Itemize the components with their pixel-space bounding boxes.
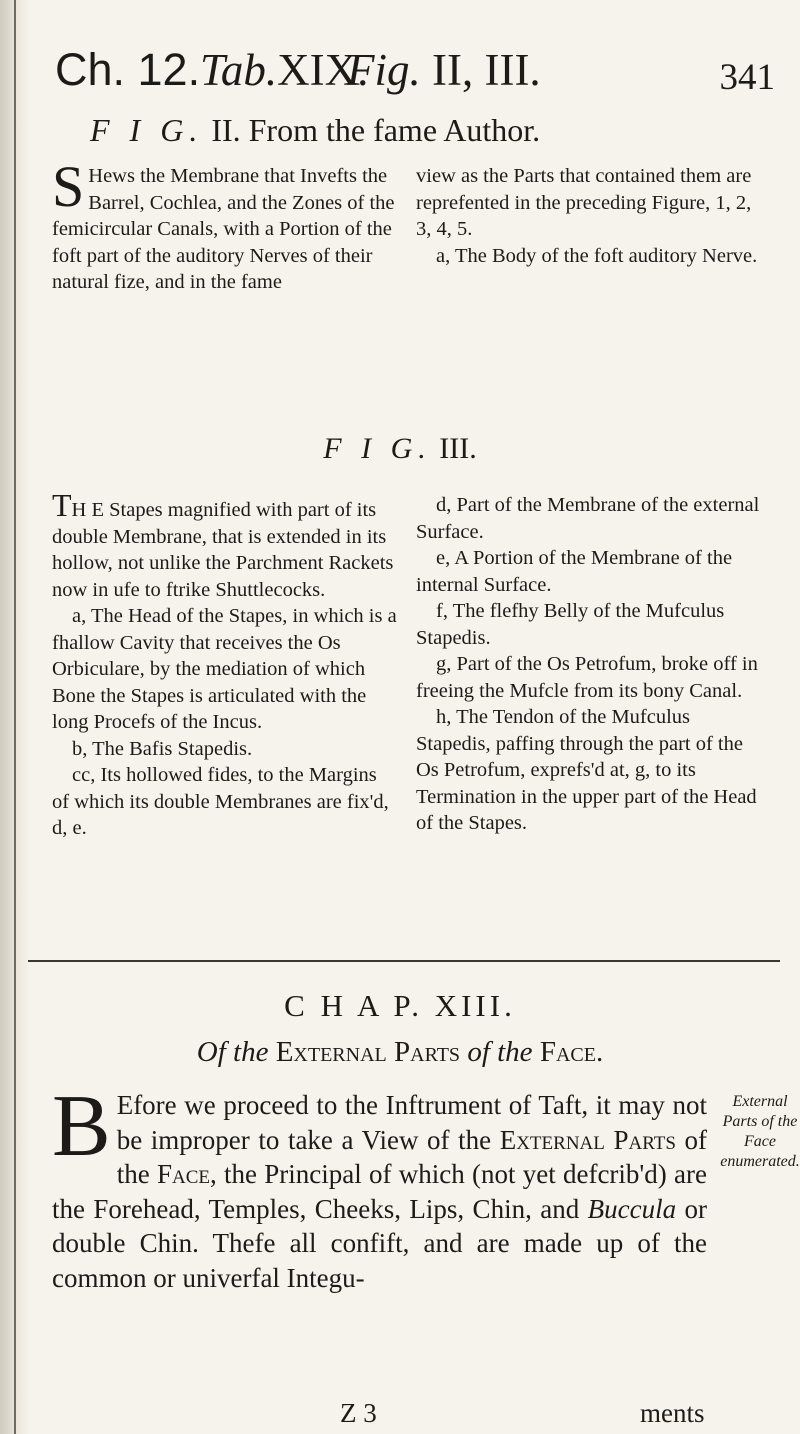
fig3-item-cc: cc, Its hollowed fides, to the Margins of which its double Membranes are fix'd, d, e.	[52, 764, 389, 839]
signature-mark: Z 3	[340, 1398, 377, 1428]
fig3-item-a: a, The Head of the Stapes, in which is a fhallow Cavity that receives the Os Orbiculare, by the mediation of which Bone the Stapes is articulated with the long Procefs of the Incus.	[52, 605, 397, 733]
chapter-body: B Efore we proceed to the Inftrument of Taft, it may not be improper to take a View of the External Parts of the Face, the Principal of which (not yet defcrib'd) are the Forehead, Temples, Cheeks, Lips, Chin, and Buccula or double Chin. Thefe all confift, and are made up of the common or univerfal Integu-	[52, 1078, 707, 1293]
fig3-item-d: d, Part of the Membrane of the external Surface.	[416, 494, 760, 543]
section-rule	[28, 960, 780, 962]
margin-note: External Parts of the Face enumerated.	[720, 1093, 800, 1170]
fig3-dropcap: T	[52, 487, 72, 523]
fig3-right-column	[416, 492, 766, 837]
fig2-right-text: view as the Parts that contained them are reprefented in the preceding Figure, 1, 2, 3, 4, 5.	[416, 165, 752, 240]
fig3-item-g: g, Part of the Os Petrofum, broke off in freeing the Mufcle from its bony Canal.	[416, 653, 758, 702]
fig2-right-column	[416, 163, 766, 269]
binding-gutter	[0, 0, 30, 1434]
fig2-left-column	[52, 154, 397, 296]
fig2-title: F I G. II. From the fame Author.	[90, 112, 541, 148]
fig2-left-text: Hews the Membrane that Invefts the Barrel, Cochlea, and the Zones of the femicircular Canals, with a Portion of the foft part of the auditory Nerves of their natural fize, and in the fame	[52, 165, 395, 293]
fig2-dropcap: S	[52, 154, 85, 219]
fig3-item-b: b, The Bafis Stapedis.	[72, 737, 253, 760]
binding-edge	[14, 0, 16, 1434]
header-chapter: Ch. 12.	[55, 44, 201, 95]
fig3-title: F I G. III.	[323, 432, 477, 465]
fig3-intro: H E Stapes magnified with part of its double Membrane, that is extended in its hollow, not unlike the Parchment Rackets now in ufe to ftrike Shuttlecocks.	[52, 499, 394, 601]
fig2-item-a: a, The Body of the foft auditory Nerve.	[436, 244, 758, 267]
fig3-item-h: h, The Tendon of the Mufculus Stapedis, paffing through the part of the Os Petrofum, exprefs'd at, g, to its Termination in the upper part of the Head of the Stapes.	[416, 706, 757, 834]
header-fig: Fig. II, III.	[347, 45, 541, 95]
catchword: ments	[640, 1398, 705, 1428]
fig3-left-column	[52, 487, 397, 842]
chapter-dropcap: B	[52, 1078, 111, 1175]
header-tab: Tab.XIX.	[200, 45, 369, 95]
chapter-subtitle: Of the External Parts of the Face.	[196, 1036, 604, 1068]
fig3-item-e: e, A Portion of the Membrane of the internal Surface.	[416, 547, 733, 596]
chapter-heading: C H A P. XIII.	[284, 988, 516, 1023]
running-header	[55, 0, 775, 98]
page-number: 341	[719, 57, 775, 98]
fig3-item-f: f, The flefhy Belly of the Mufculus Stapedis.	[416, 600, 725, 649]
